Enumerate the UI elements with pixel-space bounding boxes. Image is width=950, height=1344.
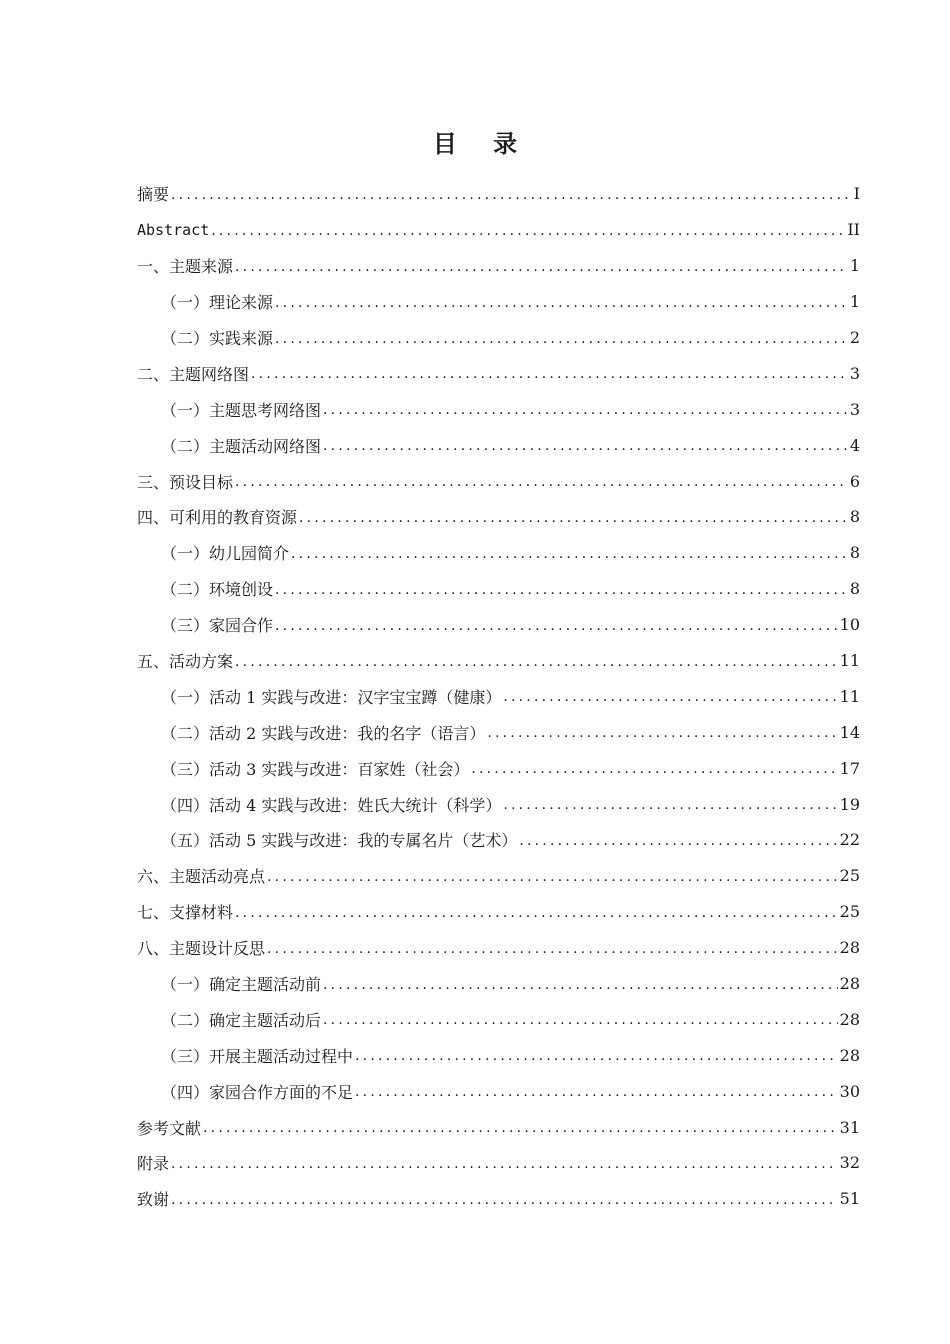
toc-entry-label: （五）活动 5 实践与改进：我的专属名片（艺术）: [161, 831, 518, 851]
toc-entry[interactable]: [137, 499, 860, 535]
toc-entry-page-number: 25: [839, 866, 860, 886]
toc-entry[interactable]: [137, 284, 860, 320]
toc-entry[interactable]: [137, 176, 860, 212]
toc-dot-leader: [275, 331, 848, 347]
toc-entry-page-number: I: [853, 184, 860, 204]
toc-entry[interactable]: [137, 427, 860, 463]
toc-entry-page-number: 31: [839, 1117, 860, 1137]
toc-dot-leader: [171, 1156, 838, 1172]
toc-dot-leader: [235, 474, 848, 490]
toc-entry-page-number: 19: [839, 794, 860, 814]
toc-dot-leader: [519, 833, 837, 849]
toc-entry-page-number: 17: [839, 758, 860, 778]
toc-entry-label: 一、主题来源: [137, 257, 234, 277]
toc-entry-label: 五、活动方案: [137, 652, 234, 672]
toc-entry-label: 八、主题设计反思: [137, 939, 266, 959]
toc-entry[interactable]: [137, 930, 860, 966]
toc-entry-page-number: 8: [849, 543, 860, 563]
toc-entry[interactable]: [137, 1073, 860, 1109]
toc-entry-page-number: 3: [849, 399, 860, 419]
toc-entry-label: 三、预设目标: [137, 472, 234, 492]
toc-entry-page-number: 6: [849, 471, 860, 491]
toc-entry[interactable]: [137, 391, 860, 427]
toc-dot-leader: [503, 797, 837, 813]
toc-entry-page-number: 30: [839, 1081, 860, 1101]
toc-entry[interactable]: [137, 212, 860, 248]
toc-dot-leader: [275, 582, 848, 598]
toc-entry-page-number: 10: [839, 615, 860, 635]
toc-entry[interactable]: [137, 607, 860, 643]
toc-entry-page-number: 8: [849, 507, 860, 527]
toc-entry-label: （二）主题活动网络图: [161, 436, 322, 456]
toc-entry-label: 四、可利用的教育资源: [137, 508, 298, 528]
toc-dot-leader: [251, 366, 848, 382]
toc-entry[interactable]: [137, 355, 860, 391]
toc-dot-leader: [203, 1120, 838, 1136]
toc-entry[interactable]: [137, 858, 860, 894]
toc-entry[interactable]: [137, 1181, 860, 1217]
toc-entry[interactable]: [137, 248, 860, 284]
toc-dot-leader: [267, 869, 838, 885]
toc-entry-page-number: II: [847, 220, 860, 240]
toc-entry-label: 七、支撑材料: [137, 903, 234, 923]
toc-entry[interactable]: [137, 678, 860, 714]
toc-dot-leader: [323, 1012, 838, 1028]
toc-entry-page-number: 11: [839, 686, 860, 706]
toc-entry-page-number: 25: [839, 902, 860, 922]
toc-entry-page-number: 2: [849, 328, 860, 347]
toc-dot-leader: [171, 187, 852, 203]
toc-entry-label: （一）确定主题活动前: [161, 975, 322, 995]
toc-dot-leader: [503, 689, 837, 705]
toc-entry[interactable]: [137, 714, 860, 750]
toc-entry-label: 参考文献: [137, 1118, 202, 1138]
toc-entry-label: （三）家园合作: [161, 616, 274, 636]
toc-entry[interactable]: [137, 786, 860, 822]
toc-entry-page-number: 28: [839, 974, 860, 994]
toc-entry[interactable]: [137, 320, 860, 356]
toc-dot-leader: [487, 725, 837, 741]
toc-entry[interactable]: [137, 750, 860, 786]
page-title: 目 录: [432, 130, 532, 158]
toc-entry[interactable]: [137, 535, 860, 571]
toc-dot-leader: [299, 510, 848, 526]
toc-entry-page-number: 32: [839, 1153, 860, 1173]
toc-entry-label: （四）家园合作方面的不足: [161, 1082, 354, 1102]
toc-entry[interactable]: [137, 1037, 860, 1073]
toc-entry-label: （三）活动 3 实践与改进：百家姓（社会）: [161, 759, 470, 779]
toc-entry-page-number: 3: [849, 363, 860, 383]
toc-entry-page-number: 14: [839, 722, 860, 742]
toc-entry-label: Abstract: [137, 220, 210, 239]
toc-entry-page-number: 28: [839, 938, 860, 958]
toc-dot-leader: [275, 295, 848, 311]
toc-dot-leader: [355, 1048, 838, 1064]
toc-entry-label: （一）活动 1 实践与改进：汉字宝宝蹲（健康）: [161, 687, 502, 707]
toc-entry[interactable]: [137, 1145, 860, 1181]
toc-entry-page-number: 1: [849, 256, 860, 276]
toc-entry[interactable]: [137, 643, 860, 679]
toc-entry-page-number: 1: [849, 292, 860, 312]
toc-entry-page-number: 8: [849, 579, 860, 599]
toc-entry-page-number: 22: [839, 830, 860, 850]
toc-dot-leader: [171, 1192, 838, 1208]
toc-entry[interactable]: [137, 571, 860, 607]
toc-entry[interactable]: [137, 966, 860, 1002]
toc-entry-label: （二）确定主题活动后: [161, 1010, 322, 1030]
toc-entry-label: （二）环境创设: [161, 580, 274, 600]
toc-dot-leader: [355, 1084, 838, 1100]
toc-entry-page-number: 28: [839, 1045, 860, 1065]
toc-entry[interactable]: [137, 1109, 860, 1145]
toc-entry-page-number: 4: [849, 435, 860, 455]
toc-entry-label: （四）活动 4 实践与改进：姓氏大统计（科学）: [161, 795, 502, 815]
toc-dot-leader: [471, 761, 837, 777]
toc-entry-label: （二）活动 2 实践与改进：我的名字（语言）: [161, 723, 486, 743]
toc-entry-label: （一）主题思考网络图: [161, 400, 322, 420]
toc-entry[interactable]: [137, 463, 860, 499]
toc-dot-leader: [323, 402, 848, 418]
toc-dot-leader: [291, 546, 848, 562]
toc-entry-label: （一）幼儿园简介: [161, 544, 290, 564]
toc-dot-leader: [211, 223, 845, 239]
toc-dot-leader: [323, 977, 838, 993]
toc-entry[interactable]: [137, 894, 860, 930]
toc-entry-label: 摘要: [137, 185, 170, 205]
toc-dot-leader: [323, 438, 848, 454]
toc-dot-leader: [235, 905, 838, 921]
toc-entry-page-number: 51: [839, 1189, 860, 1209]
toc-entry-page-number: 11: [839, 651, 860, 671]
toc-entry-label: （一）理论来源: [161, 293, 274, 313]
toc-entry-label: （二）实践来源: [161, 329, 274, 348]
toc-dot-leader: [267, 941, 838, 957]
toc-entry-label: 致谢: [137, 1190, 170, 1210]
toc-entry-page-number: 28: [839, 1009, 860, 1029]
toc-entry[interactable]: [137, 822, 860, 858]
table-of-contents: [137, 176, 860, 1217]
toc-entry-label: 二、主题网络图: [137, 364, 250, 384]
toc-dot-leader: [235, 259, 848, 275]
toc-entry-label: 六、主题活动亮点: [137, 867, 266, 887]
toc-dot-leader: [235, 654, 838, 670]
toc-dot-leader: [275, 618, 838, 634]
toc-entry-label: （三）开展主题活动过程中: [161, 1046, 354, 1066]
toc-entry[interactable]: [137, 1001, 860, 1037]
toc-entry-label: 附录: [137, 1154, 170, 1174]
